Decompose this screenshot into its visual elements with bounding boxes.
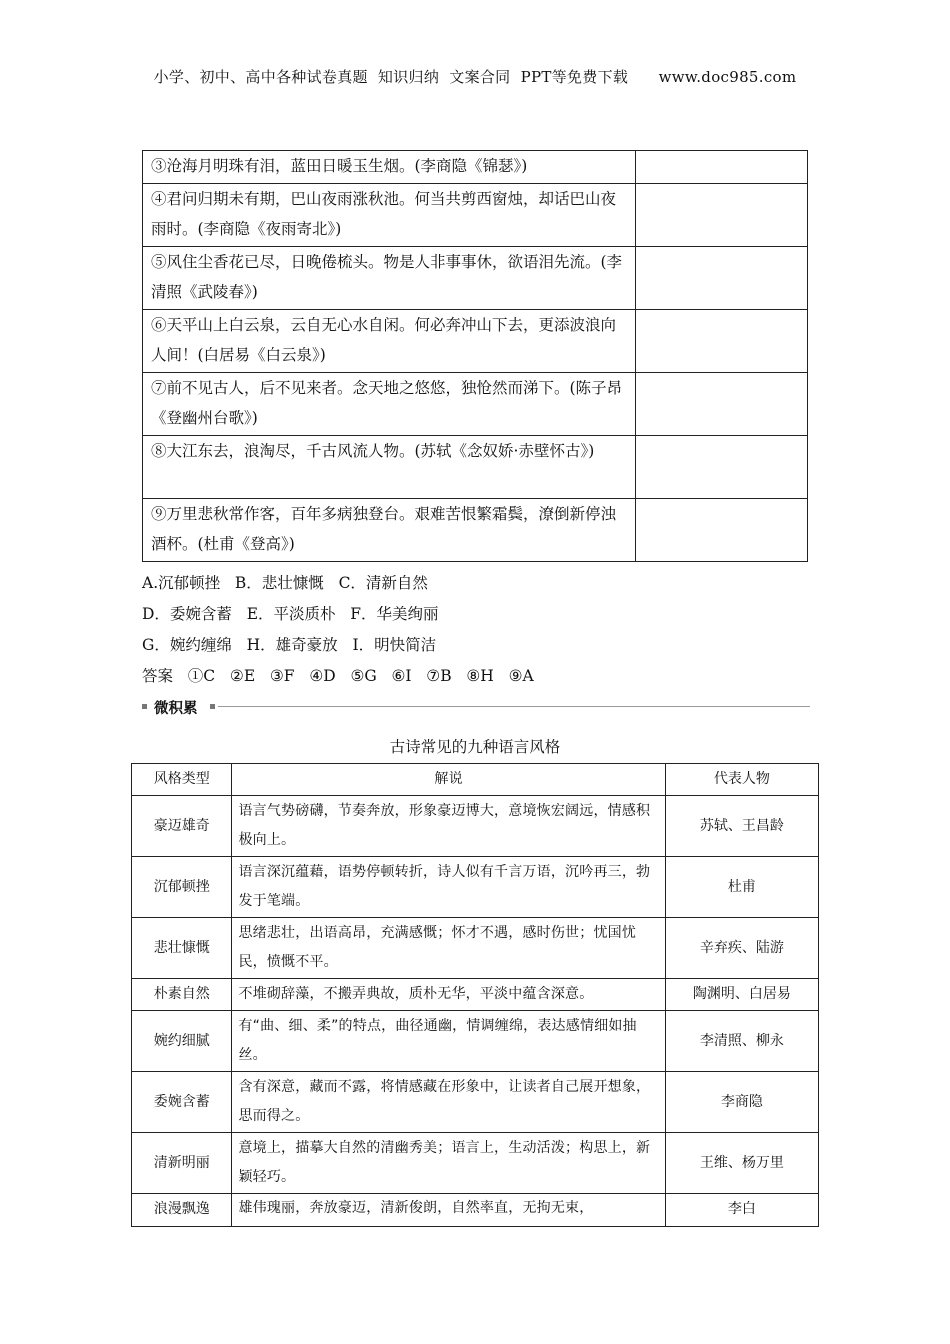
answer-blank-cell (636, 151, 808, 184)
style-desc-cell: 含有深意，藏而不露，将情感藏在形象中，让读者自己展开想象，思而得之。 (232, 1072, 665, 1133)
column-header: 代表人物 (665, 764, 818, 796)
table-title: 古诗常见的九种语言风格 (389, 738, 561, 756)
style-people-cell: 李白 (665, 1194, 818, 1227)
table-row (143, 310, 808, 373)
poem-cell: ③沧海月明珠有泪，蓝田日暖玉生烟。(李商隐《锦瑟》) (143, 151, 636, 184)
option-line: D．委婉含蓄 E．平淡质朴 F．华美绚丽 (142, 605, 439, 623)
table-row (143, 151, 808, 184)
section-title: 微积累 (154, 701, 198, 717)
table-row (132, 1072, 819, 1133)
style-desc-cell: 语言气势磅礴，节奏奔放，形象豪迈博大，意境恢宏阔远，情感积极向上。 (232, 796, 665, 857)
table-row (143, 436, 808, 499)
style-type-cell: 豪迈雄奇 (132, 796, 232, 857)
language-style-table (131, 763, 819, 1227)
style-people-cell: 杜甫 (665, 857, 818, 918)
table-row (143, 373, 808, 436)
style-people-cell: 苏轼、王昌龄 (665, 796, 818, 857)
table-row (132, 979, 819, 1011)
style-people-cell: 李商隐 (665, 1072, 818, 1133)
poem-matching-table (142, 150, 808, 562)
table-row (132, 796, 819, 857)
style-people-cell: 陶渊明、白居易 (665, 979, 818, 1011)
column-header: 风格类型 (132, 764, 232, 796)
style-type-cell: 悲壮慷慨 (132, 918, 232, 979)
table-row (132, 857, 819, 918)
table-row (132, 1194, 819, 1227)
table-row (143, 247, 808, 310)
style-type-cell: 沉郁顿挫 (132, 857, 232, 918)
style-desc-cell: 雄伟瑰丽，奔放豪迈，清新俊朗，自然率直，无拘无束， (232, 1194, 665, 1227)
style-people-cell: 李清照、柳永 (665, 1011, 818, 1072)
style-type-cell: 清新明丽 (132, 1133, 232, 1194)
page-header: 小学、初中、高中各种试卷真题 知识归纳 文案合同 PPT等免费下载 www.doc985.com (153, 68, 797, 86)
table-row (143, 184, 808, 247)
section-heading (142, 697, 810, 717)
style-desc-cell: 有“曲、细、柔”的特点，曲径通幽，情调缠绵，表达感情细如抽丝。 (232, 1011, 665, 1072)
style-people-cell: 王维、杨万里 (665, 1133, 818, 1194)
poem-cell: ⑦前不见古人，后不见来者。念天地之悠悠，独怆然而涕下。(陈子昂《登幽州台歌》) (143, 373, 636, 436)
style-type-cell: 委婉含蓄 (132, 1072, 232, 1133)
square-bullet-icon (210, 704, 215, 709)
answer-blank-cell (636, 373, 808, 436)
option-line: A.沉郁顿挫 B．悲壮慷慨 C．清新自然 (142, 574, 428, 592)
poem-cell: ⑧大江东去，浪淘尽，千古风流人物。(苏轼《念奴娇·赤壁怀古》) (143, 436, 636, 499)
divider (218, 706, 810, 707)
style-type-cell: 婉约细腻 (132, 1011, 232, 1072)
poem-cell: ⑤风住尘香花已尽，日晚倦梳头。物是人非事事休，欲语泪先流。(李清照《武陵春》) (143, 247, 636, 310)
style-desc-cell: 思绪悲壮，出语高昂，充满感慨；怀才不遇，感时伤世；忧国忧民，愤慨不平。 (232, 918, 665, 979)
style-desc-cell: 语言深沉蕴藉，语势停顿转折，诗人似有千言万语，沉吟再三，勃发于笔端。 (232, 857, 665, 918)
style-people-cell: 辛弃疾、陆游 (665, 918, 818, 979)
option-line: G．婉约缠绵 H．雄奇豪放 I．明快简洁 (142, 636, 437, 654)
style-desc-cell: 意境上，描摹大自然的清幽秀美；语言上，生动活泼；构思上，新颖轻巧。 (232, 1133, 665, 1194)
answer-blank-cell (636, 310, 808, 373)
table-row (132, 1133, 819, 1194)
answer-blank-cell (636, 184, 808, 247)
table-header-row (132, 764, 819, 796)
table-row (132, 1011, 819, 1072)
poem-cell: ⑥天平山上白云泉，云自无心水自闲。何必奔冲山下去，更添波浪向人间！(白居易《白云泉》) (143, 310, 636, 373)
options-block (142, 568, 534, 692)
answer-line: 答案 ①C ②E ③F ④D ⑤G ⑥I ⑦B ⑧H ⑨A (142, 667, 534, 685)
style-desc-cell: 不堆砌辞藻，不搬弄典故，质朴无华，平淡中蕴含深意。 (232, 979, 665, 1011)
answer-blank-cell (636, 499, 808, 562)
square-bullet-icon (142, 704, 147, 709)
table-row (143, 499, 808, 562)
table-row (132, 918, 819, 979)
poem-cell: ⑨万里悲秋常作客，百年多病独登台。艰难苦恨繁霜鬓，潦倒新停浊酒杯。(杜甫《登高》) (143, 499, 636, 562)
answer-blank-cell (636, 436, 808, 499)
column-header: 解说 (232, 764, 665, 796)
poem-cell: ④君问归期未有期，巴山夜雨涨秋池。何当共剪西窗烛，却话巴山夜雨时。(李商隐《夜雨寄北》) (143, 184, 636, 247)
style-type-cell: 朴素自然 (132, 979, 232, 1011)
answer-blank-cell (636, 247, 808, 310)
style-type-cell: 浪漫飘逸 (132, 1194, 232, 1227)
